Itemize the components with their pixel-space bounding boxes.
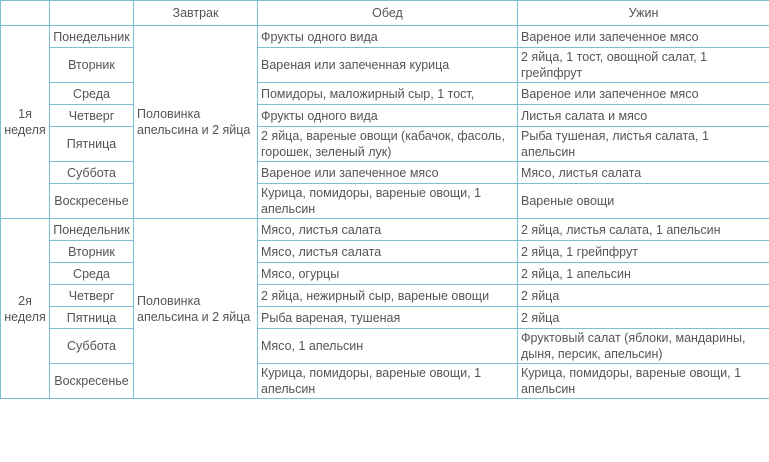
- dinner-cell: 2 яйца: [518, 285, 769, 307]
- table-row: [1, 263, 769, 285]
- dinner-cell: 2 яйца, 1 тост, овощной салат, 1 грейпфрут: [518, 48, 769, 83]
- lunch-cell: Рыба вареная, тушеная: [258, 307, 518, 329]
- dinner-cell: 2 яйца, 1 грейпфрут: [518, 241, 769, 263]
- lunch-cell: Вареная или запеченная курица: [258, 48, 518, 83]
- table-row: [1, 364, 769, 399]
- table-row: [1, 184, 769, 219]
- week-label: 2я неделя: [1, 219, 50, 399]
- lunch-cell: 2 яйца, нежирный сыр, вареные овощи: [258, 285, 518, 307]
- dinner-cell: Листья салата и мясо: [518, 105, 769, 127]
- day-cell: Четверг: [50, 285, 134, 307]
- table-row: [1, 105, 769, 127]
- table-row: [1, 162, 769, 184]
- table-row: [1, 219, 769, 241]
- table-row: [1, 307, 769, 329]
- header-dinner: Ужин: [518, 1, 769, 26]
- header-day: [50, 1, 134, 26]
- table-row: [1, 127, 769, 162]
- lunch-cell: Мясо, листья салата: [258, 219, 518, 241]
- dinner-cell: Курица, помидоры, вареные овощи, 1 апельсин: [518, 364, 769, 399]
- dinner-cell: 2 яйца: [518, 307, 769, 329]
- header-row: [1, 1, 769, 26]
- day-cell: Вторник: [50, 48, 134, 83]
- dinner-cell: 2 яйца, листья салата, 1 апельсин: [518, 219, 769, 241]
- lunch-cell: Мясо, огурцы: [258, 263, 518, 285]
- lunch-cell: 2 яйца, вареные овощи (кабачок, фасоль, горошек, зеленый лук): [258, 127, 518, 162]
- day-cell: Суббота: [50, 162, 134, 184]
- day-cell: Суббота: [50, 329, 134, 364]
- header-week: [1, 1, 50, 26]
- table-row: [1, 241, 769, 263]
- header-breakfast: Завтрак: [134, 1, 258, 26]
- day-cell: Понедельник: [50, 219, 134, 241]
- dinner-cell: Вареные овощи: [518, 184, 769, 219]
- lunch-cell: Курица, помидоры, вареные овощи, 1 апельсин: [258, 364, 518, 399]
- day-cell: Пятница: [50, 127, 134, 162]
- dinner-cell: 2 яйца, 1 апельсин: [518, 263, 769, 285]
- day-cell: Среда: [50, 83, 134, 105]
- header-lunch: Обед: [258, 1, 518, 26]
- table-row: [1, 26, 769, 48]
- day-cell: Пятница: [50, 307, 134, 329]
- breakfast-cell: Половинка апельсина и 2 яйца: [134, 219, 258, 399]
- lunch-cell: Фрукты одного вида: [258, 26, 518, 48]
- table-row: [1, 329, 769, 364]
- week-label: 1я неделя: [1, 26, 50, 219]
- breakfast-cell: Половинка апельсина и 2 яйца: [134, 26, 258, 219]
- lunch-cell: Мясо, листья салата: [258, 241, 518, 263]
- day-cell: Вторник: [50, 241, 134, 263]
- day-cell: Понедельник: [50, 26, 134, 48]
- dinner-cell: Вареное или запеченное мясо: [518, 83, 769, 105]
- dinner-cell: Рыба тушеная, листья салата, 1 апельсин: [518, 127, 769, 162]
- lunch-cell: Помидоры, маложирный сыр, 1 тост,: [258, 83, 518, 105]
- lunch-cell: Вареное или запеченное мясо: [258, 162, 518, 184]
- dinner-cell: Вареное или запеченное мясо: [518, 26, 769, 48]
- day-cell: Воскресенье: [50, 184, 134, 219]
- table-row: [1, 285, 769, 307]
- table-row: [1, 48, 769, 83]
- table-row: [1, 83, 769, 105]
- day-cell: Среда: [50, 263, 134, 285]
- day-cell: Воскресенье: [50, 364, 134, 399]
- dinner-cell: Фруктовый салат (яблоки, мандарины, дыня, персик, апельсин): [518, 329, 769, 364]
- lunch-cell: Курица, помидоры, вареные овощи, 1 апельсин: [258, 184, 518, 219]
- dinner-cell: Мясо, листья салата: [518, 162, 769, 184]
- lunch-cell: Мясо, 1 апельсин: [258, 329, 518, 364]
- lunch-cell: Фрукты одного вида: [258, 105, 518, 127]
- day-cell: Четверг: [50, 105, 134, 127]
